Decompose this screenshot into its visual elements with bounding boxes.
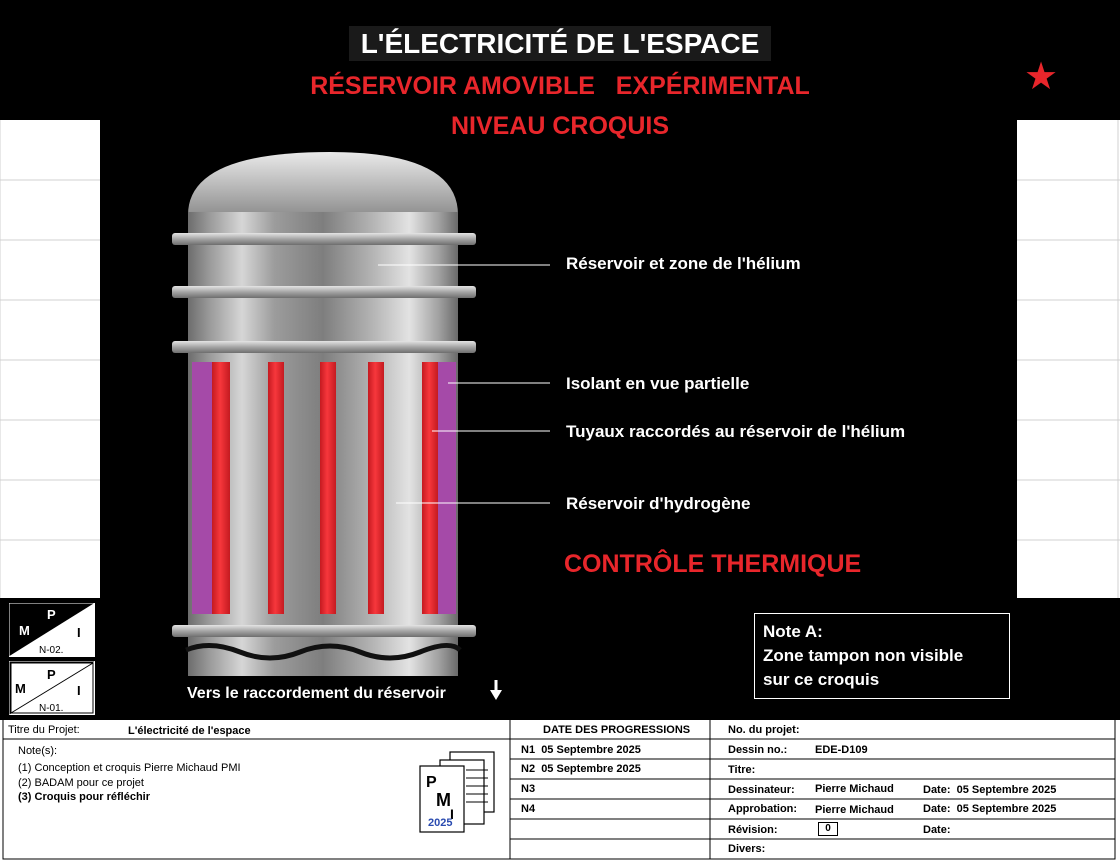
- project-no-label: No. du projet:: [728, 724, 800, 736]
- revision-value: 0: [818, 822, 838, 836]
- progress-header: DATE DES PROGRESSIONS: [543, 724, 691, 736]
- svg-text:N-01.: N-01.: [39, 703, 64, 714]
- svg-text:I: I: [77, 683, 81, 698]
- callout-insulation: Isolant en vue partielle: [566, 374, 750, 393]
- note-a-line1: Zone tampon non visible: [763, 646, 964, 665]
- title-label: Titre:: [728, 764, 756, 776]
- callout-helium-zone: Réservoir et zone de l'hélium: [566, 254, 801, 273]
- progress-n1: N1 05 Septembre 2025: [521, 744, 641, 756]
- ring-4: [172, 625, 476, 637]
- logo-letter-m: M: [436, 790, 451, 810]
- svg-text:M: M: [19, 623, 30, 638]
- revision-label: Révision:: [728, 824, 778, 836]
- callout-bottom-connection: Vers le raccordement du réservoir: [187, 685, 446, 702]
- page-subtitle-level: NIVEAU CROQUIS: [450, 112, 670, 140]
- pipe-4: [368, 362, 384, 614]
- svg-text:M: M: [15, 681, 26, 696]
- note-2: (2) BADAM pour ce projet: [18, 777, 144, 789]
- project-title-value: L'électricité de l'espace: [128, 725, 251, 737]
- drafter-label: Dessinateur:: [728, 784, 795, 796]
- logo-year: 2025: [428, 817, 453, 829]
- svg-text:I: I: [77, 625, 81, 640]
- page-title: L'ÉLECTRICITÉ DE L'ESPACE: [0, 28, 1120, 60]
- page-subtitle: RÉSERVOIR AMOVIBLE EXPÉRIMENTAL: [310, 72, 810, 100]
- note-a-line2: sur ce croquis: [763, 670, 880, 689]
- insulation-right: [436, 362, 456, 614]
- approval-label: Approbation:: [728, 803, 798, 815]
- note-a-box: [754, 613, 1010, 699]
- svg-text:P: P: [47, 607, 56, 622]
- drawing-no-value: EDE-D109: [815, 744, 868, 756]
- svg-text:N-02.: N-02.: [39, 645, 64, 656]
- drafter-date: Date: 05 Septembre 2025: [923, 784, 1057, 796]
- notes-label: Note(s):: [18, 745, 58, 757]
- pipe-2: [268, 362, 284, 614]
- star-icon: ★: [1024, 56, 1059, 98]
- svg-text:P: P: [47, 667, 56, 682]
- drawing-no-label: Dessin no.:: [728, 744, 788, 756]
- callout-pipes: Tuyaux raccordés au réservoir de l'hélium: [566, 422, 906, 441]
- logo-letter-i: I: [450, 806, 454, 822]
- progress-n3: N3: [521, 783, 536, 795]
- pipe-1: [212, 362, 230, 614]
- right-lower-area: [1015, 598, 1120, 720]
- approval-value: Pierre Michaud: [815, 804, 894, 816]
- misc-label: Divers:: [728, 843, 766, 855]
- progress-n2: N2 05 Septembre 2025: [521, 763, 641, 775]
- stamp-n02: [9, 603, 95, 657]
- progress-n4: N4: [521, 803, 536, 815]
- pipe-5: [422, 362, 438, 614]
- pipe-3: [320, 362, 336, 614]
- drafter-value: Pierre Michaud: [815, 783, 894, 795]
- project-title-label: Titre du Projet:: [8, 724, 80, 736]
- stamp-n01: [9, 661, 95, 715]
- ring-2: [172, 286, 476, 298]
- ring-1: [172, 233, 476, 245]
- logo-letter-p: P: [426, 774, 437, 791]
- note-3: (3) Croquis pour réfléchir: [18, 791, 151, 803]
- approval-date: Date: 05 Septembre 2025: [923, 803, 1057, 815]
- revision-date-label: Date:: [923, 824, 951, 836]
- note-a-title: Note A:: [763, 622, 823, 641]
- callout-hydrogen: Réservoir d'hydrogène: [566, 494, 751, 513]
- thermal-control-label: CONTRÔLE THERMIQUE: [564, 550, 862, 578]
- note-1: (1) Conception et croquis Pierre Michaud PMI: [18, 762, 241, 774]
- ring-3: [172, 341, 476, 353]
